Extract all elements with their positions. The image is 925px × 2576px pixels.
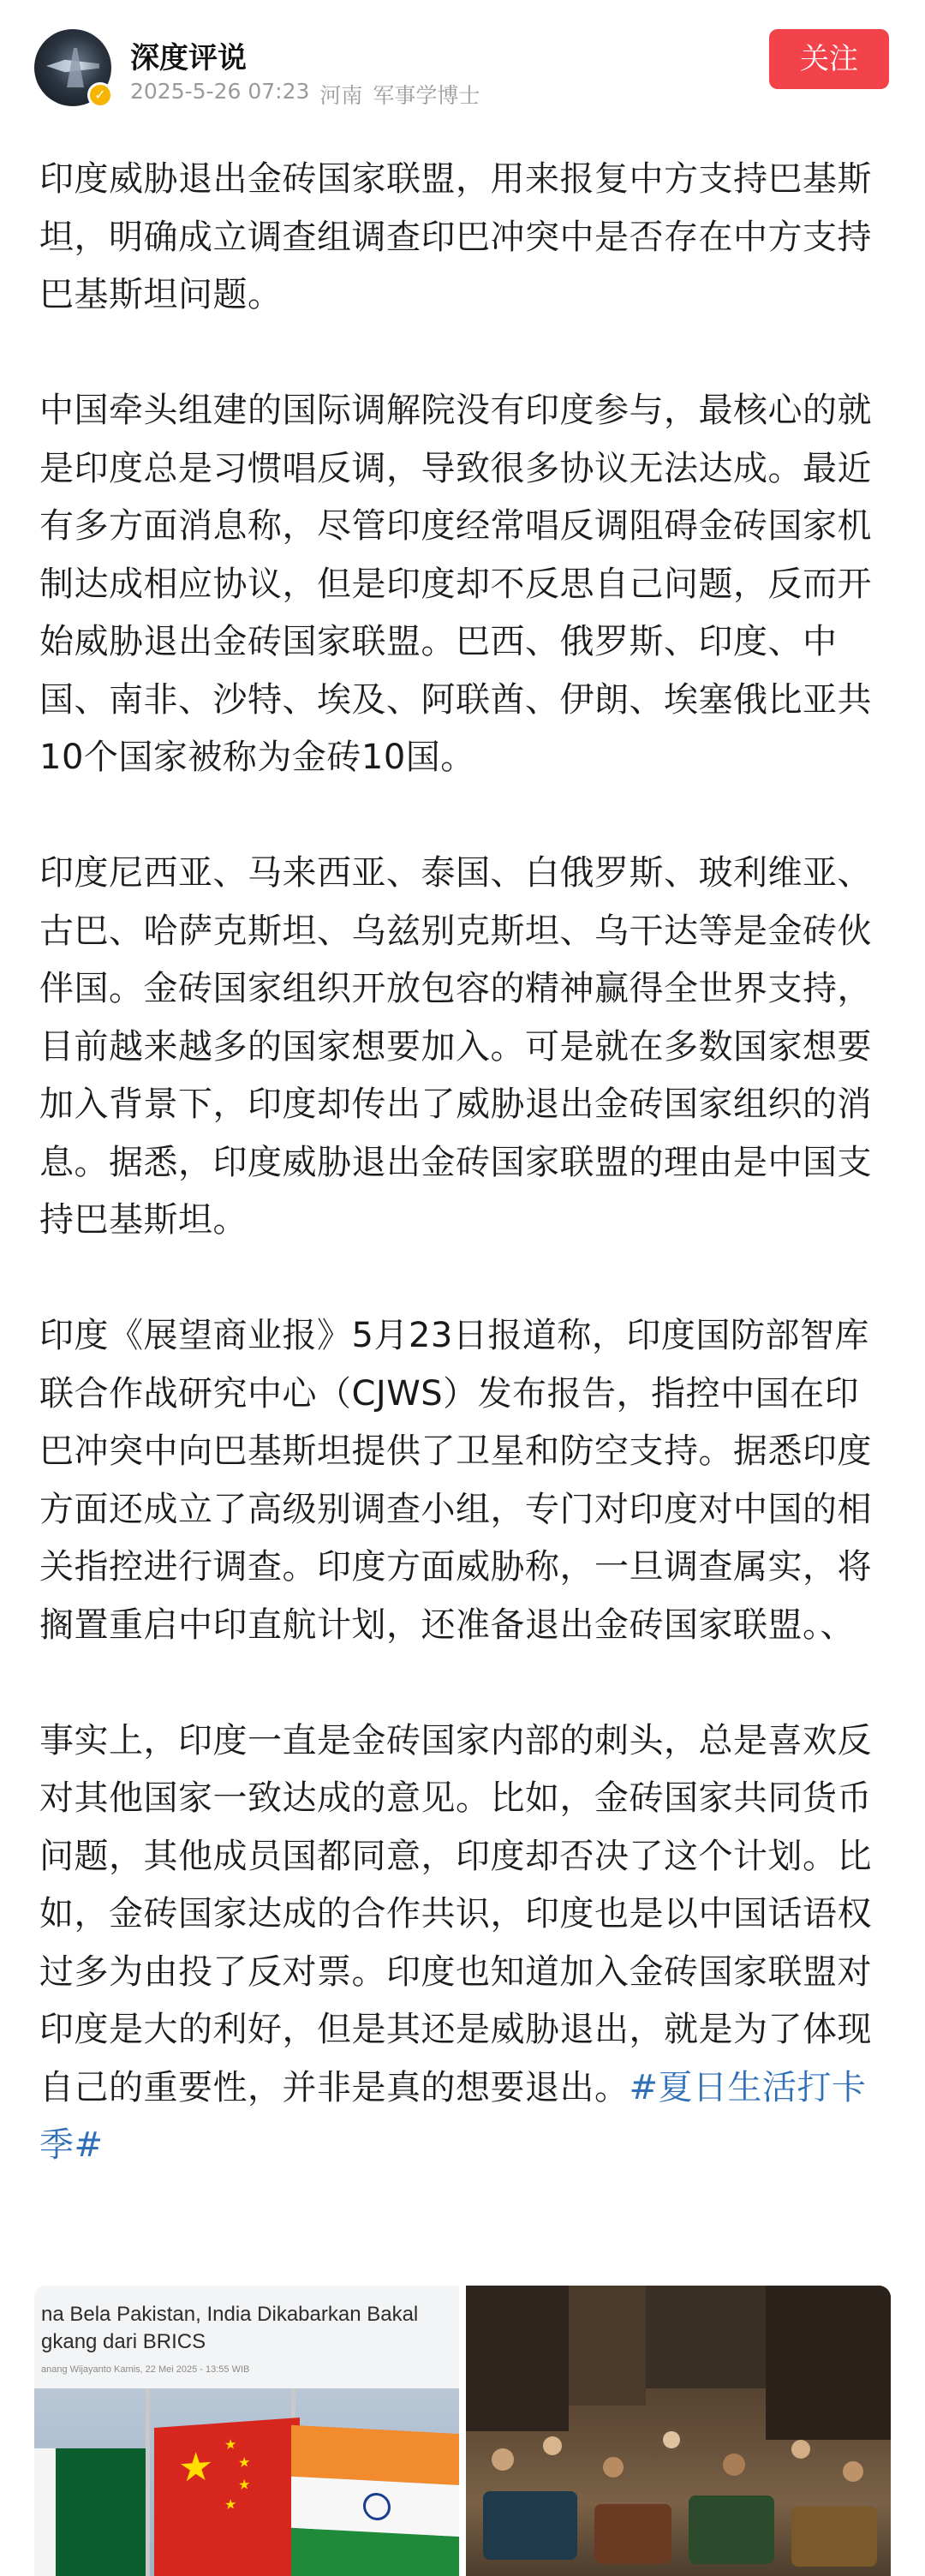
person-shape [843,2461,863,2482]
image-grid [34,2286,891,2576]
person-shape [492,2448,514,2471]
author-title: 军事学博士 [373,83,480,108]
rickshaw-shape [689,2495,774,2564]
flag-pole [146,2388,150,2576]
post-location: 河南 [319,83,363,108]
news-headline: na Bela Pakistan, India Dikabarkan Bakal gkang dari BRICS [41,2303,419,2353]
building-shape [569,2286,646,2406]
china-flag-icon: ★ ★ ★ ★ ★ [154,2418,300,2576]
building-shape [646,2286,766,2388]
follow-button[interactable]: 关注 [769,29,889,89]
person-shape [663,2431,680,2448]
person-shape [723,2453,745,2476]
flags-photo [34,2388,459,2576]
building-shape [466,2286,569,2431]
article-paragraph-3: 印度尼西亚、马来西亚、泰国、白俄罗斯、玻利维亚、古巴、哈萨克斯坦、乌兹别克斯坦、乌干达等是金砖伙伴国。金砖国家组织开放包容的精神赢得全世界支持，目前越来越多的国家想要加入。可是就在多数国家想要加入背景下，印度却传出了威胁退出金砖国家组织的消息。据悉，印度威胁退出金砖国家联盟的理由是中国支持巴基斯坦。 [39,853,872,1240]
article-paragraph-5 [39,1712,887,2175]
building-shape [766,2286,891,2440]
news-byline: anang Wijayanto Kamis, 22 Mei 2025 - 13:55 WIB [41,2364,250,2375]
article-paragraph-1: 印度威胁退出金砖国家联盟，用来报复中方支持巴基斯坦，明确成立调查组调查印巴冲突中是否存在中方支持巴基斯坦问题。 [39,159,872,314]
article-paragraph-5-text: 事实上，印度一直是金砖国家内部的刺头，总是喜欢反对其他国家一致达成的意见。比如，金砖国家共同货币问题，其他成员国都同意，印度却否决了这个计划。比如，金砖国家达成的合作共识，印度也是以中国话语权过多为由投了反对票。印度也知道加入金砖国家联盟对印度是大的利好，但是其还是威胁退出，就是为了体现自己的重要性，并非是真的想要退出。 [39,1720,872,2107]
post-meta [130,79,480,110]
street-crowd-photo[interactable] [466,2286,891,2576]
news-screenshot-image[interactable] [34,2286,459,2576]
article-paragraph-2: 中国牵头组建的国际调解院没有印度参与，最核心的就是印度总是习惯唱反调，导致很多协议无法达成。最近有多方面消息称，尽管印度经常唱反调阻碍金砖国家机制达成相应协议，但是印度却不反思自己问题，反而开始威胁退出金砖国家联盟。巴西、俄罗斯、印度、中国、南非、沙特、埃及、阿联酋、伊朗、埃塞俄比亚共10个国家被称为金砖10国。 [39,391,872,777]
pakistan-flag-icon [34,2448,146,2576]
person-shape [543,2436,562,2455]
rickshaw-shape [594,2504,671,2564]
post-date: 2025-5-26 07:23 [130,79,310,104]
article-body [39,151,887,2175]
post-header [0,0,925,129]
india-flag-icon [291,2425,459,2576]
author-avatar[interactable] [34,29,111,106]
rickshaw-shape [483,2491,577,2560]
article-paragraph-4: 印度《展望商业报》5月23日报道称，印度国防部智库联合作战研究中心（CJWS）发布报告，指控中国在印巴冲突中向巴基斯坦提供了卫星和防空支持。据悉印度方面还成立了高级别调查小组，专门对印度对中国的相关指控进行调查。印度方面威胁称，一旦调查属实，将搁置重启中印直航计划，还准备退出金砖国家联盟。、 [39,1316,872,1645]
verified-badge-icon: ✓ [87,82,113,108]
person-shape [603,2457,624,2477]
hashtag-link[interactable]: #夏日生活打卡季# [39,2067,867,2165]
rickshaw-shape [791,2507,877,2567]
author-name[interactable]: 深度评说 [130,41,247,75]
person-shape [791,2440,810,2459]
